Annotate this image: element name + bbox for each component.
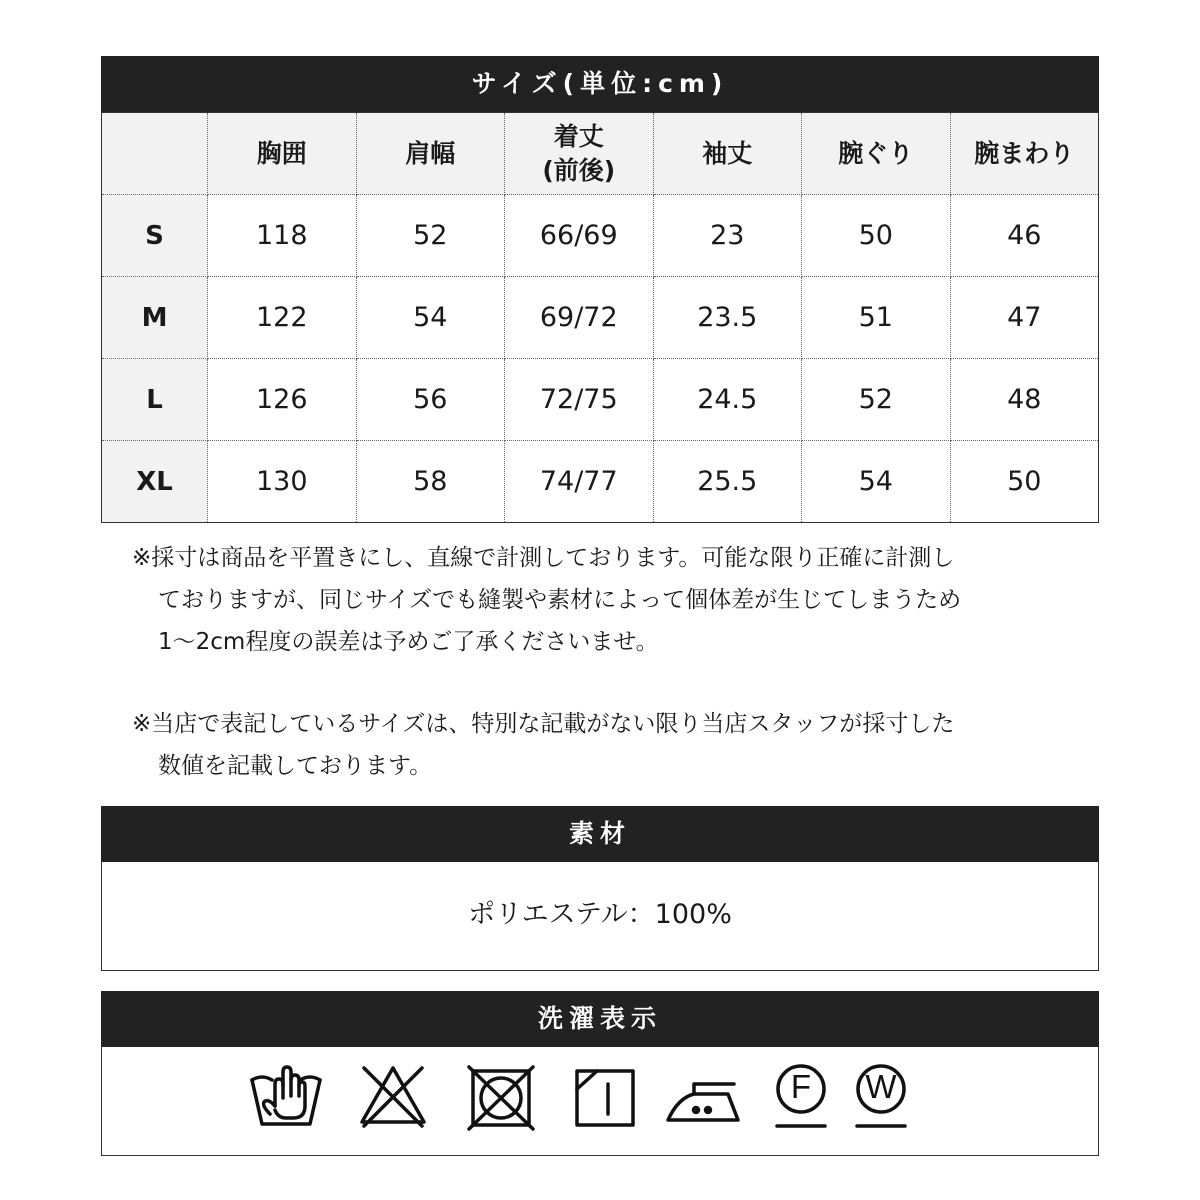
- size-label: M: [102, 277, 208, 359]
- size-table-header-row: [102, 113, 1099, 195]
- line-dry-shade-icon: [572, 1062, 638, 1132]
- size-label: L: [102, 359, 208, 441]
- arm-circumference-column-header: 腕まわり: [950, 113, 1099, 195]
- table-cell: 52: [356, 195, 505, 277]
- table-cell: 74/77: [505, 441, 654, 523]
- table-row: [102, 195, 1099, 277]
- iron-low-icon: [664, 1062, 744, 1132]
- table-cell: 66/69: [505, 195, 654, 277]
- table-cell: 130: [208, 441, 357, 523]
- chest-column-header: 胸囲: [208, 113, 357, 195]
- material-section-title: 素材: [101, 806, 1099, 862]
- table-cell: 52: [802, 359, 951, 441]
- table-cell: 122: [208, 277, 357, 359]
- table-row: [102, 277, 1099, 359]
- length-header-sub: (前後): [542, 155, 616, 185]
- table-cell: 48: [950, 359, 1099, 441]
- note-line: 数値を記載しております。: [158, 753, 433, 779]
- note-size-source: [132, 703, 1092, 787]
- table-cell: 50: [802, 195, 951, 277]
- note-line: ※当店で表記しているサイズは、特別な記載がない限り当店スタッフが採寸した: [132, 711, 955, 737]
- table-cell: 54: [356, 277, 505, 359]
- table-cell: 47: [950, 277, 1099, 359]
- size-label: XL: [102, 441, 208, 523]
- size-column-header-empty: [102, 113, 208, 195]
- hand-wash-icon: [248, 1062, 324, 1132]
- note-line: ※採寸は商品を平置きにし、直線で計測しております。可能な限り正確に計測し: [132, 545, 955, 571]
- material-value: ポリエステル：100%: [101, 862, 1099, 971]
- sleeve-column-header: 袖丈: [653, 113, 802, 195]
- length-header-main: 着丈: [553, 121, 604, 151]
- table-cell: 50: [1007, 466, 1042, 497]
- table-row: [102, 441, 1099, 523]
- dry-clean-letter: F: [790, 1068, 812, 1105]
- table-cell: 58: [356, 441, 505, 523]
- table-cell: 126: [208, 359, 357, 441]
- table-cell: 51: [802, 277, 951, 359]
- table-cell: 54: [802, 441, 951, 523]
- note-line: ておりますが、同じサイズでも縫製や素材によって個体差が生じてしまうため: [158, 587, 962, 613]
- wet-clean-letter: W: [865, 1068, 897, 1105]
- note-measurement-method: [132, 537, 1092, 663]
- table-row: [102, 359, 1099, 441]
- table-cell: 24.5: [653, 359, 802, 441]
- armhole-column-header: 腕ぐり: [802, 113, 951, 195]
- table-cell: 23.5: [653, 277, 802, 359]
- size-section-title: サイズ(単位:cm): [101, 56, 1099, 112]
- table-cell: 56: [356, 359, 505, 441]
- care-symbols: [101, 1047, 1099, 1156]
- shoulder-column-header: 肩幅: [356, 113, 505, 195]
- length-column-header: [505, 113, 654, 195]
- table-cell: 69/72: [505, 277, 654, 359]
- measurement-notes: [132, 537, 1092, 787]
- table-cell: 25.5: [653, 441, 802, 523]
- note-line: 1～2cm程度の誤差は予めご了承くださいませ。: [158, 629, 659, 655]
- size-label: S: [102, 195, 208, 277]
- table-cell: 118: [208, 195, 357, 277]
- no-bleach-icon: [356, 1062, 430, 1132]
- size-table: [101, 112, 1099, 523]
- dry-clean-f-icon: [774, 1062, 828, 1132]
- table-cell: 46: [950, 195, 1099, 277]
- table-cell: 23: [653, 195, 802, 277]
- care-section-title: 洗濯表示: [101, 991, 1099, 1047]
- table-cell: 72/75: [505, 359, 654, 441]
- wet-clean-w-icon: [854, 1062, 908, 1132]
- no-tumble-dry-icon: [466, 1062, 536, 1132]
